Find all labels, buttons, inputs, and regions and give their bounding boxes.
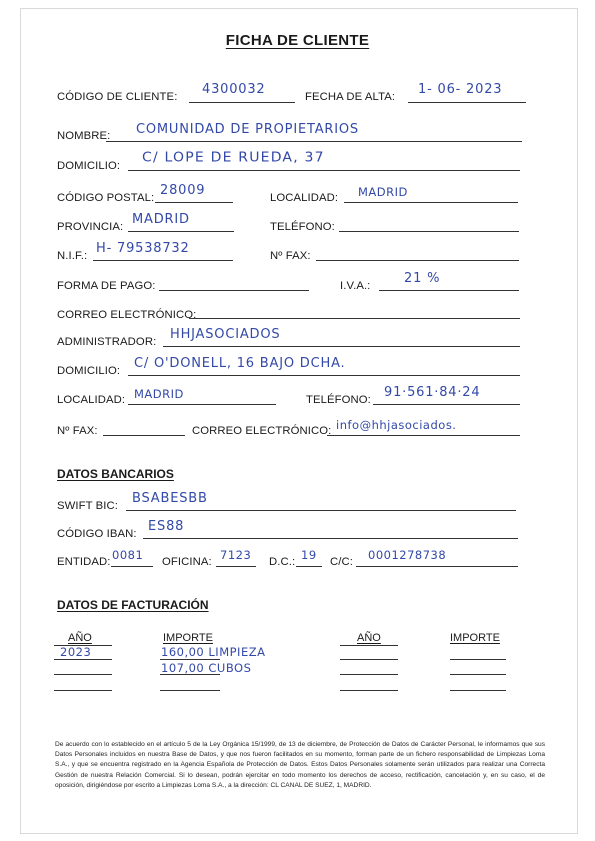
billing-row-line-year-1 [54,659,112,660]
billing-row-line-year-3 [54,690,112,691]
billing-col-year-2: AÑO [357,632,381,644]
postal-value[interactable]: 28009 [160,183,206,198]
admin-value[interactable]: HHJASOCIADOS [170,327,281,342]
client-code-label: CÓDIGO DE CLIENTE: [57,91,178,103]
admin-phone-value[interactable]: 91·561·84·24 [384,385,481,400]
province-label: PROVINCIA: [57,221,124,233]
dc-value[interactable]: 19 [301,548,317,562]
admin-line [163,346,520,347]
iban-label: CÓDIGO IBAN: [57,528,137,540]
billing-row-line-amount-3 [160,690,220,691]
page-title: FICHA DE CLIENTE [225,32,370,49]
cc-line [356,566,518,567]
billing-row-line-year-2a [340,659,398,660]
province-line [128,231,234,232]
admin-city-value[interactable]: MADRID [134,387,184,401]
city-label: LOCALIDAD: [270,192,339,204]
billing-year-1[interactable]: 2023 [60,645,92,659]
name-value[interactable]: COMUNIDAD DE PROPIETARIOS [136,122,359,137]
date-label: FECHA DE ALTA: [305,91,396,103]
date-line [408,102,526,103]
admin-address-value[interactable]: C/ O'DONELL, 16 BAJO DCHA. [134,356,346,371]
postal-line [155,202,233,203]
nif-label: N.I.F.: [57,250,88,262]
address-value[interactable]: C/ LOPE DE RUEDA, 37 [142,150,325,166]
address-label: DOMICILIO: [57,160,121,172]
billing-row-line-year-2b [340,674,398,675]
phone-label: TELÉFONO: [270,221,335,233]
client-code-value[interactable]: 4300032 [202,82,266,97]
admin-fax-line [103,435,185,436]
admin-city-label: LOCALIDAD: [57,394,126,406]
admin-email-value[interactable]: info@hhjasociados. [336,418,457,432]
dc-label: D.C.: [269,556,296,568]
billing-amount-1[interactable]: 160,00 LIMPIEZA [161,645,266,659]
vat-value[interactable]: 21 % [404,271,441,286]
billing-row-line-amount-2b [450,674,506,675]
nif-value[interactable]: H- 79538732 [96,241,190,256]
name-line [106,141,522,142]
date-value[interactable]: 1- 06- 2023 [418,82,503,97]
payment-line [159,290,309,291]
nif-line [93,260,233,261]
bank-section-heading: DATOS BANCARIOS [57,467,174,481]
admin-address-line [128,375,520,376]
office-value[interactable]: 7123 [220,548,252,562]
cc-value[interactable]: 0001278738 [368,548,447,562]
swift-value[interactable]: BSABESBB [132,491,208,506]
entity-label: ENTIDAD: [57,556,111,568]
office-line [216,566,256,567]
vat-label: I.V.A.: [340,280,371,292]
address-line [128,170,520,171]
swift-line [126,510,516,511]
fax-label: Nº FAX: [270,250,311,262]
billing-col-amount: IMPORTE [163,632,213,644]
fax-line [316,260,519,261]
name-label: NOMBRE: [57,130,111,142]
vat-line [379,290,519,291]
iban-value[interactable]: ES88 [148,519,185,534]
billing-row-line-amount-2 [160,674,220,675]
entity-line [111,566,153,567]
billing-col-year: AÑO [68,632,92,644]
swift-label: SWIFT BIC: [57,500,119,512]
province-value[interactable]: MADRID [132,212,190,227]
admin-email-label: CORREO ELECTRÓNICO: [192,425,332,437]
postal-label: CÓDIGO POSTAL: [57,192,155,204]
admin-email-line [327,435,520,436]
admin-phone-line [373,404,520,405]
cc-label: C/C: [330,556,353,568]
billing-row-line-amount-3b [450,690,506,691]
city-value[interactable]: MADRID [358,185,408,199]
billing-row-line-year-2 [54,674,112,675]
email-label: CORREO ELECTRÓNICO: [57,309,197,321]
admin-city-line [128,404,276,405]
iban-line [143,538,518,539]
admin-fax-label: Nº FAX: [57,425,98,437]
billing-col-amount-2: IMPORTE [450,632,500,644]
admin-address-label: DOMICILIO: [57,365,121,377]
billing-row-line-amount-1 [160,659,220,660]
admin-phone-label: TELÉFONO: [306,394,371,406]
office-label: OFICINA: [162,556,212,568]
dc-line [296,566,322,567]
billing-amount-2[interactable]: 107,00 CUBOS [161,661,252,675]
entity-value[interactable]: 0081 [112,548,144,562]
email-line [189,318,520,319]
payment-label: FORMA DE PAGO: [57,280,156,292]
admin-label: ADMINISTRADOR: [57,336,157,348]
billing-header-line-3 [340,645,398,646]
city-line [344,202,518,203]
legal-notice: De acuerdo con lo establecido en el artículo 5 de la Ley Orgánica 15/1999, de 13 de diciembre, de Protección de Datos de Carácter Personal, le informamos que sus Datos Personales incluidos en nuestra Base de Datos, y que nos fueron facilitados en su momento, forman parte de un fichero responsabilidad de Limpiezas Loma S.A., y que se encuentra registrado en la Agencia Española de Protección de Datos. Estos Datos Personales solamente serán utilizados para realizar una Correcta Gestión de nuestra Relación Comercial. Si lo desean, podrán ejercitar en todo momento los derechos de acceso, rectificación, cancelación y, en su caso, el de oposición, dirigiéndose por escrito a Limpiezas Loma S.A., a la dirección: CL CANAL DE SUEZ, 1, MADRID. [55,741,545,789]
billing-section-heading: DATOS DE FACTURACIÓN [57,598,209,612]
phone-line [339,231,519,232]
billing-row-line-year-3b [340,690,398,691]
client-code-line [189,102,295,103]
billing-row-line-amount-2a [450,659,506,660]
